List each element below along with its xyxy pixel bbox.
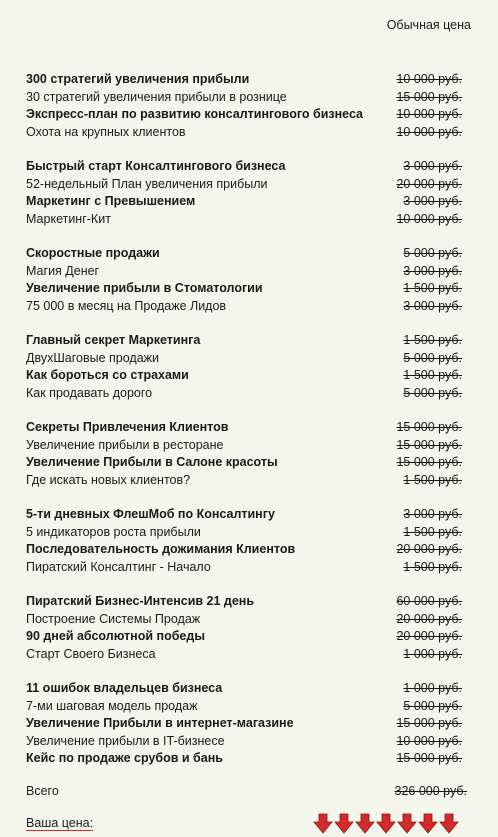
total-row	[0, 783, 498, 800]
product-regular-price: 10 000 руб.	[396, 124, 462, 139]
total-label: Всего	[26, 784, 59, 798]
product-name: Кейс по продаже срубов и бань	[26, 751, 223, 765]
down-arrow-icon	[356, 814, 374, 833]
product-regular-price: 5 000 руб.	[403, 698, 462, 713]
group-spacer	[0, 315, 498, 332]
product-name: Пиратский Консалтинг - Начало	[26, 559, 211, 574]
product-name: Маркетинг с Превышением	[26, 194, 196, 208]
total-price: 326 000 руб.	[394, 784, 467, 798]
product-name: Пиратский Бизнес-Интенсив 21 день	[26, 594, 255, 608]
product-name: Как бороться со страхами	[26, 368, 189, 382]
product-row	[0, 454, 498, 472]
product-name: ДвухШаговые продажи	[26, 350, 160, 365]
group-spacer	[0, 228, 498, 245]
down-arrow-icon	[419, 814, 437, 833]
product-name: 300 стратегий увеличения прибыли	[26, 72, 250, 86]
product-regular-price: 1 500 руб.	[403, 559, 462, 574]
product-name: 75 000 в месяц на Продаже Лидов	[26, 298, 227, 313]
regular-price-header: Обычная цена	[386, 18, 471, 32]
product-regular-price: 3 000 руб.	[403, 159, 462, 173]
product-regular-price: 5 000 руб.	[403, 246, 462, 260]
product-row	[0, 698, 498, 716]
product-regular-price: 3 000 руб.	[403, 263, 462, 278]
down-arrows	[313, 813, 463, 835]
product-regular-price: 1 500 руб.	[403, 333, 462, 347]
product-regular-price: 3 000 руб.	[403, 298, 462, 313]
product-regular-price: 15 000 руб.	[396, 716, 462, 730]
group-spacer	[0, 489, 498, 506]
product-regular-price: 10 000 руб.	[396, 72, 462, 86]
product-regular-price: 1 000 руб.	[403, 681, 462, 695]
product-name: Увеличение прибыли в ресторане	[26, 437, 224, 452]
product-name: 5 индикаторов роста прибыли	[26, 524, 201, 539]
product-row	[0, 280, 498, 298]
product-row	[0, 245, 498, 263]
product-regular-price: 1 500 руб.	[403, 472, 462, 487]
down-arrow-icon	[440, 814, 458, 833]
product-row	[0, 680, 498, 698]
product-row	[0, 263, 498, 281]
product-row	[0, 472, 498, 490]
product-row	[0, 176, 498, 194]
product-row	[0, 298, 498, 316]
product-regular-price: 5 000 руб.	[403, 385, 462, 400]
product-name: Главный секрет Маркетинга	[26, 333, 201, 347]
product-regular-price: 20 000 руб.	[396, 611, 462, 626]
product-row	[0, 419, 498, 437]
product-row	[0, 106, 498, 124]
product-regular-price: 1 500 руб.	[403, 281, 462, 295]
product-regular-price: 3 000 руб.	[403, 507, 462, 521]
product-row	[0, 193, 498, 211]
product-name: 30 стратегий увеличения прибыли в рознице	[26, 89, 287, 104]
product-row	[0, 350, 498, 368]
product-regular-price: 15 000 руб.	[396, 455, 462, 469]
product-row	[0, 524, 498, 542]
product-regular-price: 1 000 руб.	[403, 646, 462, 661]
product-row	[0, 367, 498, 385]
product-regular-price: 60 000 руб.	[396, 594, 462, 608]
product-name: Увеличение прибыли в Стоматологии	[26, 281, 263, 295]
product-regular-price: 15 000 руб.	[396, 89, 462, 104]
product-row	[0, 158, 498, 176]
product-row	[0, 628, 498, 646]
product-row	[0, 733, 498, 751]
product-regular-price: 10 000 руб.	[396, 733, 462, 748]
product-name: 11 ошибок владельцев бизнеса	[26, 681, 223, 695]
product-name: Старт Своего Бизнеса	[26, 646, 156, 661]
product-list	[0, 71, 498, 768]
product-regular-price: 15 000 руб.	[396, 420, 462, 434]
product-row	[0, 506, 498, 524]
product-regular-price: 10 000 руб.	[396, 211, 462, 226]
product-name: Построение Системы Продаж	[26, 611, 201, 626]
product-row	[0, 124, 498, 142]
product-row	[0, 646, 498, 664]
product-regular-price: 20 000 руб.	[396, 629, 462, 643]
product-row	[0, 715, 498, 733]
down-arrow-icon	[377, 814, 395, 833]
your-price-label: Ваша цена:	[26, 816, 94, 830]
product-regular-price: 10 000 руб.	[396, 107, 462, 121]
product-name: Скоростные продажи	[26, 246, 160, 260]
product-regular-price: 3 000 руб.	[403, 194, 462, 208]
down-arrow-icon	[398, 814, 416, 833]
product-row	[0, 437, 498, 455]
product-name: Секреты Привлечения Клиентов	[26, 420, 229, 434]
product-name: 52-недельный План увеличения прибыли	[26, 176, 268, 191]
product-row	[0, 89, 498, 107]
product-regular-price: 20 000 руб.	[396, 176, 462, 191]
product-name: Последовательность дожимания Клиентов	[26, 542, 296, 556]
product-name: 5-ти дневных ФлешМоб по Консалтингу	[26, 507, 275, 521]
group-spacer	[0, 402, 498, 419]
product-name: Как продавать дорого	[26, 385, 153, 400]
product-row	[0, 332, 498, 350]
product-row	[0, 385, 498, 403]
product-row	[0, 750, 498, 768]
product-name: Где искать новых клиентов?	[26, 472, 191, 487]
product-row	[0, 559, 498, 577]
down-arrow-icon	[335, 814, 353, 833]
product-name: Магия Денег	[26, 263, 100, 278]
product-name: Экспресс-план по развитию консалтингового бизнеса	[26, 107, 363, 121]
product-row	[0, 211, 498, 229]
product-row	[0, 611, 498, 629]
product-regular-price: 20 000 руб.	[396, 542, 462, 556]
product-name: Увеличение прибыли в IT-бизнесе	[26, 733, 225, 748]
product-row	[0, 593, 498, 611]
product-name: Быстрый старт Консалтингового бизнеса	[26, 159, 286, 173]
group-spacer	[0, 663, 498, 680]
product-regular-price: 5 000 руб.	[403, 350, 462, 365]
product-row	[0, 541, 498, 559]
product-name: Маркетинг-Кит	[26, 211, 111, 226]
product-regular-price: 15 000 руб.	[396, 751, 462, 765]
product-row	[0, 71, 498, 89]
product-regular-price: 1 500 руб.	[403, 524, 462, 539]
product-regular-price: 1 500 руб.	[403, 368, 462, 382]
down-arrow-icon	[314, 814, 332, 833]
product-name: Охота на крупных клиентов	[26, 124, 186, 139]
product-regular-price: 15 000 руб.	[396, 437, 462, 452]
product-name: 90 дней абсолютной победы	[26, 629, 205, 643]
product-name: Увеличение Прибыли в интернет-магазине	[26, 716, 294, 730]
product-name: Увеличение Прибыли в Салоне красоты	[26, 455, 278, 469]
product-name: 7-ми шаговая модель продаж	[26, 698, 198, 713]
group-spacer	[0, 576, 498, 593]
group-spacer	[0, 141, 498, 158]
